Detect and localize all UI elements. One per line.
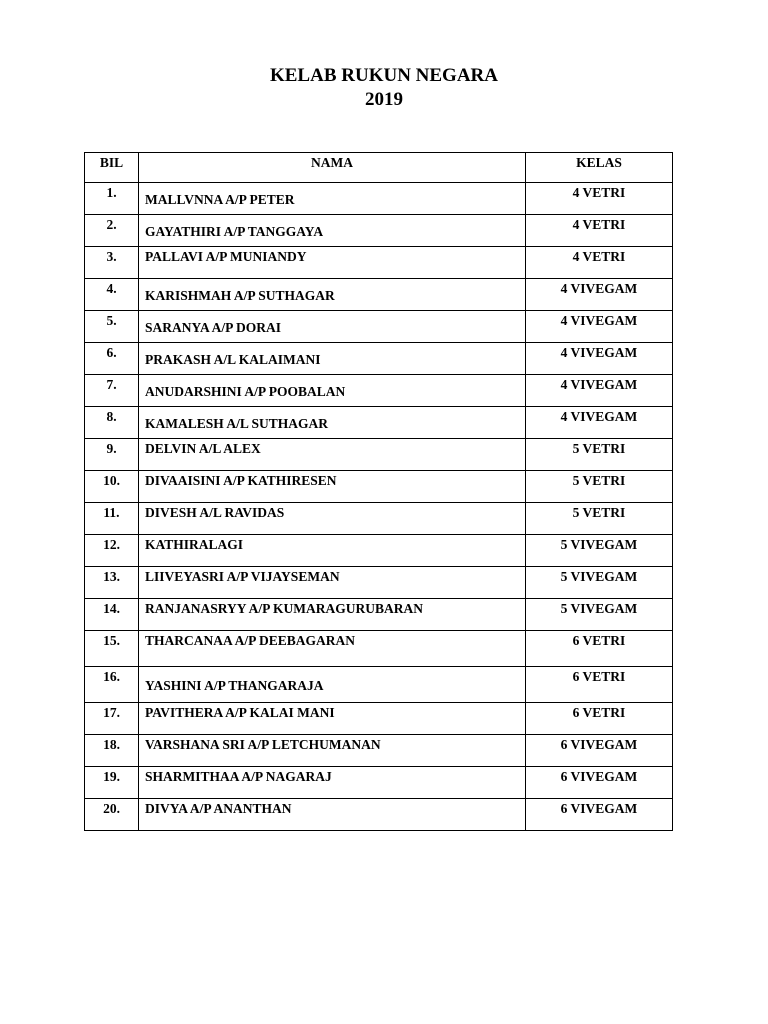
document-title: KELAB RUKUN NEGARA [269,65,499,86]
cell-kelas: 5 VIVEGAM [526,599,673,631]
table-row [85,567,673,599]
cell-bil: 11. [85,503,139,535]
cell-nama: DIVYA A/P ANANTHAN [139,799,526,831]
cell-nama: KARISHMAH A/P SUTHAGAR [139,279,526,311]
table-row [85,599,673,631]
table-row [85,503,673,535]
cell-nama: PRAKASH A/L KALAIMANI [139,343,526,375]
cell-nama: SARANYA A/P DORAI [139,311,526,343]
cell-bil: 15. [85,631,139,667]
cell-kelas: 6 VIVEGAM [526,767,673,799]
cell-kelas: 4 VIVEGAM [526,311,673,343]
cell-bil: 1. [85,183,139,215]
table-row [85,667,673,703]
cell-nama: DIVAAISINI A/P KATHIRESEN [139,471,526,503]
cell-bil: 10. [85,471,139,503]
cell-nama: DELVIN A/L ALEX [139,439,526,471]
header-bil: BIL [85,153,139,183]
cell-kelas: 5 VETRI [526,439,673,471]
cell-bil: 3. [85,247,139,279]
table-row [85,375,673,407]
cell-bil: 7. [85,375,139,407]
table-row [85,767,673,799]
cell-nama: VARSHANA SRI A/P LETCHUMANAN [139,735,526,767]
cell-kelas: 4 VETRI [526,183,673,215]
cell-bil: 8. [85,407,139,439]
cell-kelas: 4 VIVEGAM [526,279,673,311]
cell-kelas: 4 VIVEGAM [526,375,673,407]
cell-nama: PAVITHERA A/P KALAI MANI [139,703,526,735]
cell-bil: 4. [85,279,139,311]
cell-bil: 19. [85,767,139,799]
table-header-row [85,153,673,183]
cell-bil: 6. [85,343,139,375]
member-table [84,152,673,831]
header-kelas: KELAS [526,153,673,183]
cell-bil: 16. [85,667,139,703]
cell-kelas: 6 VIVEGAM [526,799,673,831]
table-row [85,279,673,311]
table-row [85,439,673,471]
cell-nama: YASHINI A/P THANGARAJA [139,667,526,703]
cell-bil: 18. [85,735,139,767]
cell-kelas: 5 VIVEGAM [526,535,673,567]
table-row [85,343,673,375]
cell-kelas: 4 VETRI [526,215,673,247]
cell-kelas: 4 VIVEGAM [526,343,673,375]
cell-kelas: 6 VETRI [526,667,673,703]
cell-kelas: 4 VIVEGAM [526,407,673,439]
cell-nama: ANUDARSHINI A/P POOBALAN [139,375,526,407]
cell-bil: 20. [85,799,139,831]
cell-kelas: 6 VETRI [526,703,673,735]
table-row [85,535,673,567]
cell-bil: 14. [85,599,139,631]
cell-nama: PALLAVI A/P MUNIANDY [139,247,526,279]
cell-nama: KATHIRALAGI [139,535,526,567]
cell-bil: 13. [85,567,139,599]
cell-kelas: 6 VETRI [526,631,673,667]
cell-kelas: 6 VIVEGAM [526,735,673,767]
document-year: 2019 [365,89,403,110]
cell-nama: THARCANAA A/P DEEBAGARAN [139,631,526,667]
cell-bil: 12. [85,535,139,567]
cell-bil: 5. [85,311,139,343]
table-row [85,407,673,439]
table-row [85,183,673,215]
table-row [85,703,673,735]
cell-bil: 17. [85,703,139,735]
cell-nama: RANJANASRYY A/P KUMARAGURUBARAN [139,599,526,631]
table-row [85,247,673,279]
table-row [85,631,673,667]
cell-nama: SHARMITHAA A/P NAGARAJ [139,767,526,799]
table-row [85,215,673,247]
table-row [85,735,673,767]
cell-nama: LIIVEYASRI A/P VIJAYSEMAN [139,567,526,599]
cell-bil: 2. [85,215,139,247]
cell-nama: DIVESH A/L RAVIDAS [139,503,526,535]
cell-nama: MALLVNNA A/P PETER [139,183,526,215]
cell-nama: GAYATHIRI A/P TANGGAYA [139,215,526,247]
cell-kelas: 5 VIVEGAM [526,567,673,599]
cell-bil: 9. [85,439,139,471]
table-row [85,471,673,503]
table-row [85,799,673,831]
cell-kelas: 4 VETRI [526,247,673,279]
cell-nama: KAMALESH A/L SUTHAGAR [139,407,526,439]
header-nama: NAMA [139,153,526,183]
cell-kelas: 5 VETRI [526,471,673,503]
table-row [85,311,673,343]
cell-kelas: 5 VETRI [526,503,673,535]
